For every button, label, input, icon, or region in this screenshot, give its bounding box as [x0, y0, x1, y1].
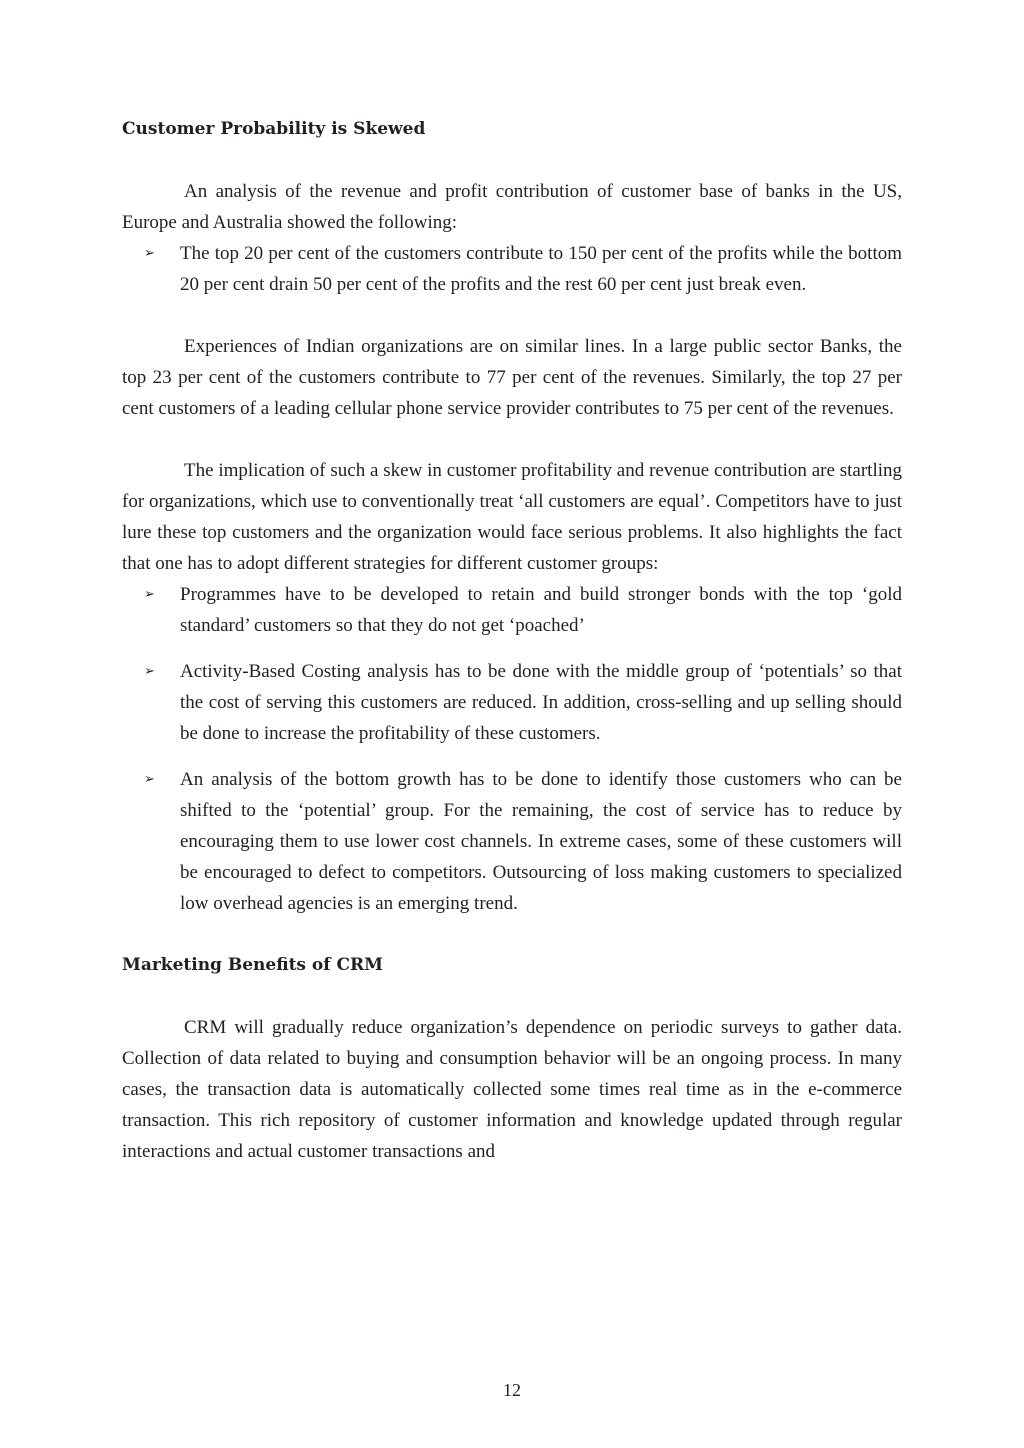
bullet-text: An analysis of the bottom growth has to be done to identify those customers who can be shifted to the ‘potential’ group. For the remaining, the cost of service has to reduce by encouraging them to use lower cost channels. In extreme cases, some of these customers will be encouraged to defect to competitors. Outsourcing of loss making customers to specialized low overhead agencies is an emerging trend.: [180, 769, 902, 914]
indian-organizations-paragraph: Experiences of Indian organizations are on similar lines. In a large public sector Banks, the top 23 per cent of the customers contribute to 77 per cent of the revenues. Similarly, the top 27 per cent customers of a leading cellular phone service provider contributes to 75 per cent of the revenues.: [122, 336, 902, 419]
bullet-item: [122, 764, 902, 919]
bullet-item: [122, 238, 902, 300]
arrowhead-bullet-icon: ➢: [144, 664, 155, 679]
section-heading-customer-probability: Customer Probability is Skewed: [122, 119, 426, 139]
crm-paragraph: CRM will gradually reduce organization’s dependence on periodic surveys to gather data. Collection of data related to buying and consumption behavior will be an ongoing process. In many cases, the transaction data is automatically collected some times real time as in the e-commerce transaction. This rich repository of customer information and knowledge updated through regular interactions and actual customer transactions and: [122, 1017, 902, 1162]
arrowhead-bullet-icon: ➢: [144, 772, 155, 787]
bullet-list-strategies: [122, 579, 902, 919]
bullet-text: Activity-Based Costing analysis has to be done with the middle group of ‘potentials’ so that the cost of serving this customers are reduced. In addition, cross-selling and up selling should be done to increase the profitability of these customers.: [180, 661, 902, 744]
document-page: [122, 114, 902, 1167]
bullet-list-profits: [122, 238, 902, 300]
section-heading-marketing-benefits: Marketing Benefits of CRM: [122, 955, 383, 975]
intro-paragraph: An analysis of the revenue and profit contribution of customer base of banks in the US, Europe and Australia showed the following:: [122, 181, 902, 233]
bullet-text: The top 20 per cent of the customers contribute to 150 per cent of the profits while the bottom 20 per cent drain 50 per cent of the profits and the rest 60 per cent just break even.: [180, 243, 902, 295]
page-number: 12: [503, 1380, 521, 1400]
bullet-item: [122, 656, 902, 749]
arrowhead-bullet-icon: ➢: [144, 587, 155, 602]
implication-paragraph: The implication of such a skew in customer profitability and revenue contribution are startling for organizations, which use to conventionally treat ‘all customers are equal’. Competitors have to just lure these top customers and the organization would face serious problems. It also highlights the fact that one has to adopt different strategies for different customer groups:: [122, 460, 902, 574]
bullet-item: [122, 579, 902, 641]
bullet-text: Programmes have to be developed to retain and build stronger bonds with the top ‘gold standard’ customers so that they do not get ‘poached’: [180, 584, 902, 636]
arrowhead-bullet-icon: ➢: [144, 246, 155, 261]
